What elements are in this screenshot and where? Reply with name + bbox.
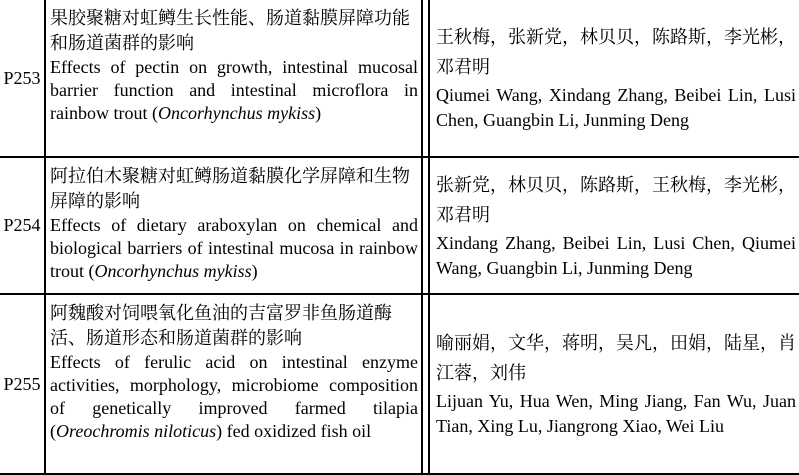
species-name: Oreochromis niloticus xyxy=(56,421,217,441)
column-divider xyxy=(422,0,429,157)
title-zh: 阿拉伯木聚糖对虹鳟肠道黏膜化学屏障和生物屏障的影响 xyxy=(50,166,410,212)
title-en: Effects of pectin on growth, intestinal mucosal barrier function and intestinal microflora in rainbow trout (Oncorhynchus mykiss) xyxy=(50,57,418,123)
column-divider xyxy=(422,294,429,474)
authors-zh: 王秋梅，张新党，林贝贝，陈路斯，李光彬，邓君明 xyxy=(436,27,796,78)
paper-title-cell xyxy=(45,0,422,157)
title-en: Effects of dietary araboxylan on chemical and biological barriers of intestinal mucosa in rainbow trout (Oncorhynchus mykiss) xyxy=(50,215,418,281)
table-row xyxy=(0,294,799,474)
title-zh: 果胶聚糖对虹鳟生长性能、肠道黏膜屏障功能和肠道菌群的影响 xyxy=(50,8,410,54)
table-row xyxy=(0,157,799,294)
table-row xyxy=(0,0,799,157)
species-name: Oncorhynchus mykiss xyxy=(157,103,316,123)
column-divider xyxy=(422,157,429,294)
paper-title-cell xyxy=(45,157,422,294)
paper-id: P255 xyxy=(0,294,45,474)
species-name: Oncorhynchus mykiss xyxy=(94,261,252,281)
title-zh: 阿魏酸对饲喂氧化鱼油的吉富罗非鱼肠道酶活、肠道形态和肠道菌群的影响 xyxy=(50,303,392,349)
authors-en: Xindang Zhang, Beibei Lin, Lusi Chen, Qiumei Wang, Guangbin Li, Junming Deng xyxy=(436,232,796,278)
paper-id: P253 xyxy=(0,0,45,157)
authors-zh: 喻丽娟，文华，蒋明，吴凡，田娟，陆星，肖江蓉，刘伟 xyxy=(436,333,796,384)
authors-cell xyxy=(429,294,799,474)
authors-en: Qiumei Wang, Xindang Zhang, Beibei Lin, Lusi Chen, Guangbin Li, Junming Deng xyxy=(436,85,796,130)
authors-cell xyxy=(429,157,799,294)
title-en: Effects of ferulic acid on intestinal enzyme activities, morphology, microbiome composition of genetically improved farmed tilapia (Oreochromis niloticus) fed oxidized fish oil xyxy=(50,352,418,441)
paper-title-cell xyxy=(45,294,422,474)
authors-cell xyxy=(429,0,799,157)
paper-id: P254 xyxy=(0,157,45,294)
authors-zh: 张新党，林贝贝，陈路斯，王秋梅，李光彬，邓君明 xyxy=(436,174,796,226)
authors-en: Lijuan Yu, Hua Wen, Ming Jiang, Fan Wu, Juan Tian, Xing Lu, Jiangrong Xiao, Wei Liu xyxy=(436,391,796,436)
